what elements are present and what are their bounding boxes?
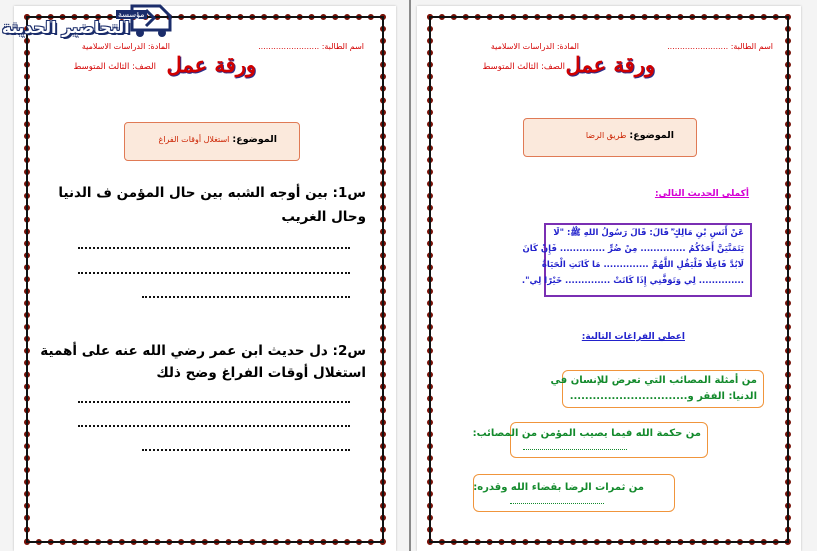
page-title: ورقة عمل: [565, 52, 655, 77]
topic-label: الموضوع:: [629, 130, 674, 141]
answer-box-text: الدنيا: الفقر و...............................: [569, 391, 757, 402]
complete-heading: أكملي الحديث التالي:: [654, 189, 749, 199]
topic-value: استغلال أوقات الفراغ: [158, 135, 230, 144]
hadith-line: .............. لِي وَتَوَفَّنِي إِذَا كَانَتْ .............. خَيْرًا لِي".: [521, 276, 744, 286]
subject-label: المادة: الدراسات الاسلامية: [81, 42, 170, 51]
question-2: س2: دل حديث ابن عمر رضي الله عنه على أهمية: [40, 343, 366, 359]
answer-box[interactable]: [472, 422, 708, 458]
grade-label: الصف: الثالث المتوسط: [73, 62, 156, 72]
subject-label: المادة: الدراسات الاسلامية: [490, 42, 579, 51]
answer-box[interactable]: [473, 474, 675, 512]
answer-line[interactable]: [78, 247, 350, 249]
page-title: ورقة عمل: [166, 52, 256, 77]
hadith-box: [521, 223, 752, 297]
answer-box-text: من أمثلة المصائب التي تعرض للإنسان في: [550, 375, 757, 386]
page-divider: [409, 0, 411, 551]
answer-line[interactable]: [78, 425, 350, 427]
hadith-line: لَابُدَّ فَاعِلًا فَلْيَقُلِ اللَّهُمَّ .............. مَا كَانَتِ الْحَيَاةُ: [541, 260, 744, 270]
answer-line[interactable]: [510, 503, 604, 504]
publisher-logo: [0, 0, 180, 42]
topic-label: الموضوع:: [232, 134, 277, 145]
question-2-line2: استغلال أوقات الفراغ وضح ذلك: [156, 365, 366, 381]
topic-value: طريق الرضا: [585, 131, 627, 140]
answer-box-text: من ثمرات الرضا بقضاء الله وقدره:: [473, 482, 644, 493]
answer-box[interactable]: [550, 370, 764, 408]
answer-line[interactable]: [78, 272, 350, 274]
answer-line[interactable]: [78, 401, 350, 403]
student-name-label: اسم الطالبة: ........................: [258, 42, 364, 51]
examples-heading: اعطي الفراغات التالية:: [581, 332, 685, 342]
left-page: [14, 6, 396, 551]
student-name-label: اسم الطالبة: ........................: [667, 42, 773, 51]
hadith-line: عَنْ أَنَسِ بْنِ مَالِكٍ ؓ قَالَ: قَالَ رَسُولُ اللهِ ﷺ: "لَا: [553, 228, 744, 238]
answer-line[interactable]: [142, 296, 350, 298]
right-page: [417, 6, 801, 551]
hadith-line: يَتَمَنَّيَنَّ أَحَدُكُمُ .............. مِنْ ضُرٍّ .............. فَإِنْ كَانَ: [522, 244, 744, 254]
question-1-line2: وحال الغريب: [281, 209, 366, 225]
topic-box: [523, 118, 697, 157]
logo-small-text: مؤسسة: [118, 10, 145, 19]
answer-box-text: من حكمة الله فيما يصيب المؤمن من المصائب:: [472, 428, 701, 439]
answer-line[interactable]: [523, 449, 627, 450]
logo-main-text: التحاضير الحديثة: [2, 18, 130, 37]
answer-line[interactable]: [142, 449, 350, 451]
grade-label: الصف: الثالث المتوسط: [482, 62, 565, 72]
question-1: س1: بين أوجه الشبه بين حال المؤمن ف الدنيا: [58, 185, 366, 201]
page-border: [24, 14, 386, 545]
topic-box: [124, 122, 300, 161]
